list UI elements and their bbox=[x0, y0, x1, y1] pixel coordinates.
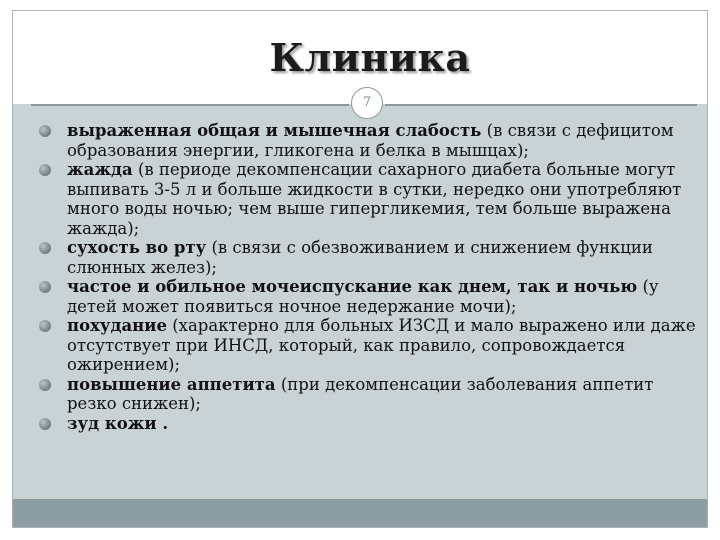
item-text: (в связи с обезвоживанием и снижением функции слюнных желез); bbox=[67, 238, 653, 277]
item-text: (в периоде декомпенсации сахарного диабета больные могут выпивать 3-5 л и больше жидкости в сутки, нередко они употребляют много воды ночью; чем выше гипергликемия, тем больше выражена жажда); bbox=[67, 160, 682, 238]
footer-bar bbox=[13, 499, 707, 527]
bullet-icon bbox=[39, 242, 51, 254]
content-panel bbox=[12, 10, 708, 528]
bullet-icon bbox=[39, 125, 51, 137]
bullet-list bbox=[31, 121, 701, 433]
list-item bbox=[31, 375, 701, 414]
list-item bbox=[31, 316, 701, 375]
item-bold-text: сухость во рту bbox=[67, 238, 207, 257]
list-item bbox=[31, 121, 701, 160]
bullet-icon bbox=[39, 379, 51, 391]
item-bold-text: жажда bbox=[67, 160, 133, 179]
item-text: (в связи с дефицитом образования энергии, гликогена и белка в мышцах); bbox=[67, 121, 674, 160]
item-text: (характерно для больных ИЗСД и мало выражено или даже отсутствует при ИНСД, который, как правило, сопровождается ожирением); bbox=[67, 316, 696, 374]
bullet-icon bbox=[39, 281, 51, 293]
page-number-badge: 7 bbox=[351, 87, 383, 119]
bullet-icon bbox=[39, 418, 51, 430]
bullet-icon bbox=[39, 164, 51, 176]
list-item bbox=[31, 414, 701, 434]
slide-title: Клиника bbox=[269, 35, 471, 80]
list-item bbox=[31, 277, 701, 316]
item-text: (при декомпенсации заболевания аппетит резко снижен); bbox=[67, 374, 654, 413]
item-bold-text: частое и обильное мочеиспускание как днем, так и ночью bbox=[67, 277, 638, 296]
item-bold-text: похудание bbox=[67, 316, 167, 335]
bullet-icon bbox=[39, 320, 51, 332]
item-bold-text: выраженная общая и мышечная слабость bbox=[67, 121, 482, 140]
list-item bbox=[31, 238, 701, 277]
item-text: (у детей может появиться ночное недержание мочи); bbox=[67, 277, 659, 316]
list-item bbox=[31, 160, 701, 238]
item-bold-text: зуд кожи . bbox=[67, 413, 169, 433]
item-bold-text: повышение аппетита bbox=[67, 374, 276, 394]
title-divider-right bbox=[385, 104, 697, 106]
title-divider-left bbox=[31, 104, 349, 106]
